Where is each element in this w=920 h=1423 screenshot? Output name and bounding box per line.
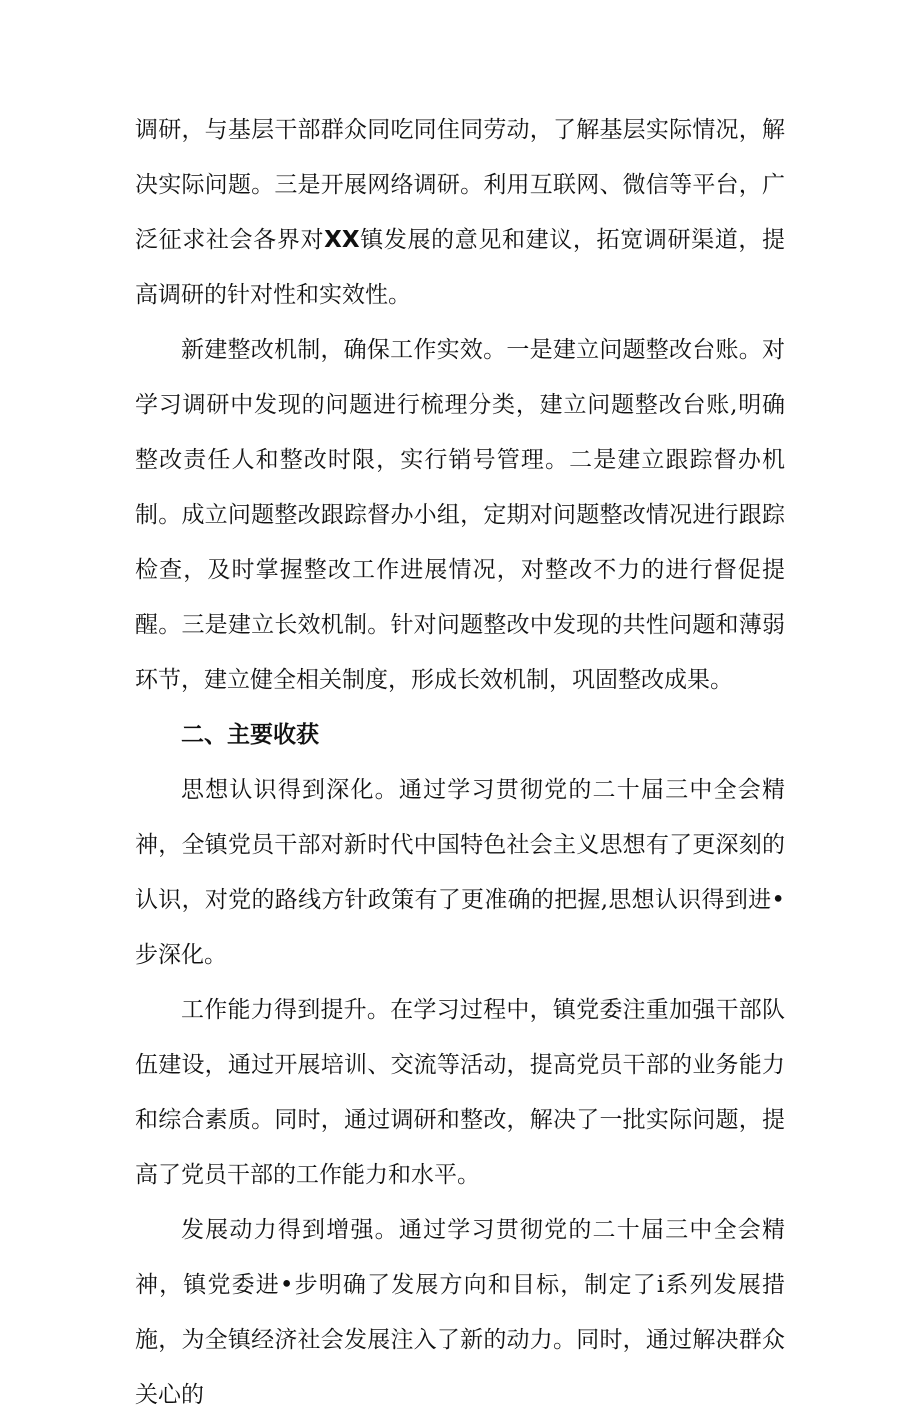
paragraph-research-continued [135,103,785,323]
document-body [135,103,785,1423]
paragraph-rectification-mechanism: 新建整改机制，确保工作实效。一是建立问题整改台账。对学习调研中发现的问题进行梳理分类，建立问题整改台账,明确整改责任人和整改时限，实行销号管理。二是建立跟踪督办机制。成立问题整改跟踪督办小组，定期对问题整改情况进行跟踪检查，及时掌握整改工作进展情况，对整改不力的进行督促提醒。三是建立长效机制。针对问题整改中发现的共性问题和薄弱环节，建立健全相关制度，形成长效机制，巩固整改成果。 [135,337,785,693]
paragraph-development-momentum: 发展动力得到增强。通过学习贯彻党的二十届三中全会精神，镇党委进•步明确了发展方向和目标，制定了i系列发展措施，为全镇经济社会发展注入了新的动力。同时，通过解决群众关心的 [135,1217,785,1408]
paragraph-text: 调研，与基层干部群众同吃同住同劳动，了解基层实际情况，解决实际问题。三是开展网络调研。利用互联网、微信等平台，广泛征求社会各界对 [135,117,785,253]
town-placeholder: XX [324,227,360,253]
paragraph-text: 镇发展的意见和建议，拓宽调研渠道，提高调研的针对性和实效性。 [135,227,786,308]
paragraph-ideological-understanding: 思想认识得到深化。通过学习贯彻党的二十届三中全会精神，全镇党员干部对新时代中国特色社会主义思想有了更深刻的认识，对党的路线方针政策有了更准确的把握,思想认识得到进•步深化。 [135,777,785,968]
paragraph-work-capability: 工作能力得到提升。在学习过程中，镇党委注重加强干部队伍建设，通过开展培训、交流等活动，提高党员干部的业务能力和综合素质。同时，通过调研和整改，解决了一批实际问题，提高了党员干部的工作能力和水平。 [135,997,785,1188]
section-heading-main-gains: 二、主要收获 [181,722,319,748]
